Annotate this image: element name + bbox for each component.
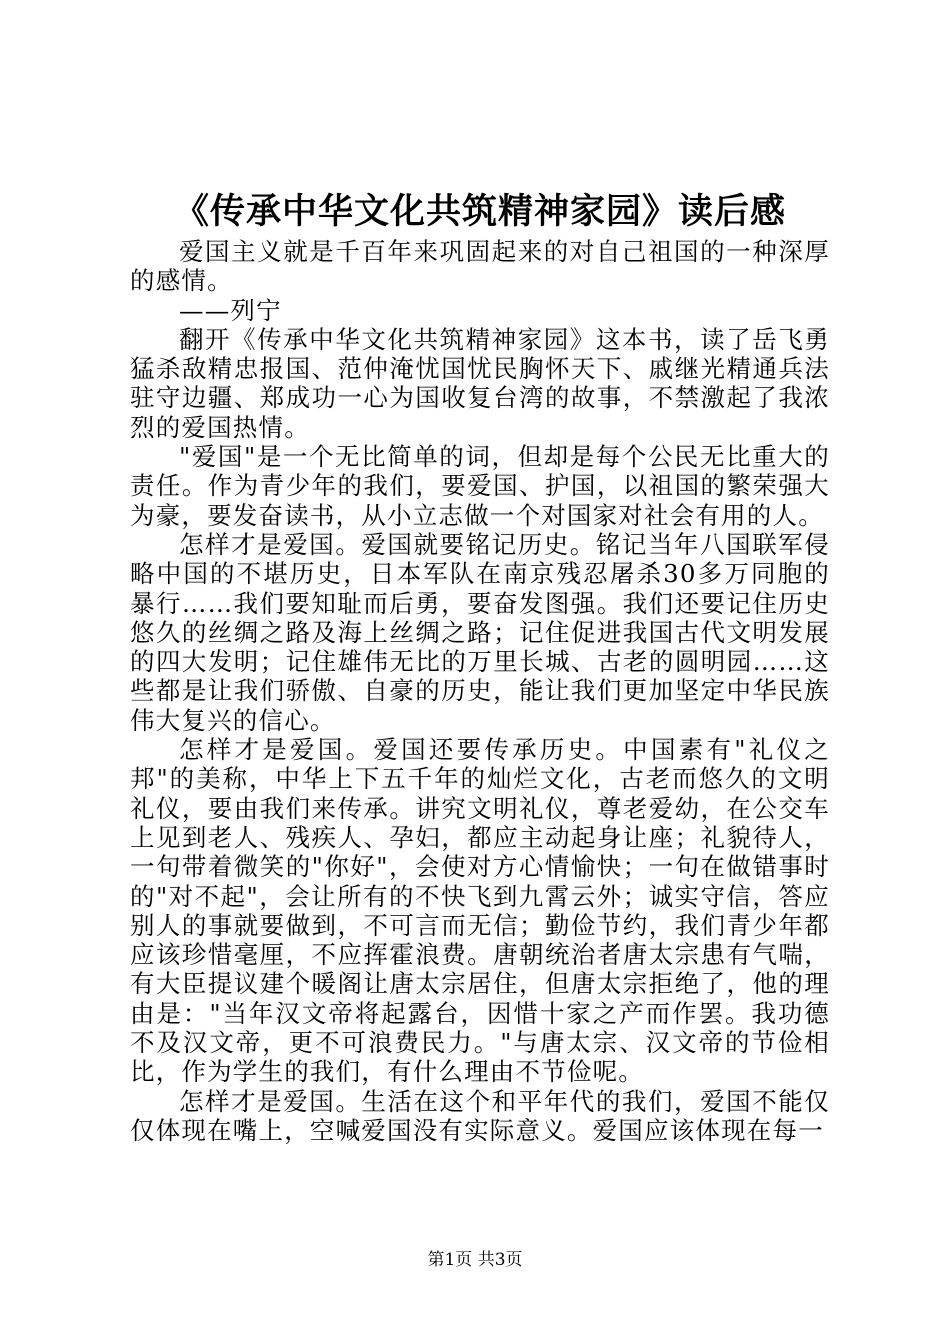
paragraph: 怎样才是爱国。爱国就要铭记历史。铭记当年八国联军侵略中国的不堪历史，日本军队在南京残忍屠杀30多万同胞的暴行……我们要知耻而后勇，要奋发图强。我们还要记住历史悠久的丝绸之路及海上丝绸之路；记住促进我国古代文明发展的四大发明；记住雄伟无比的万里长城、古老的圆明园……这些都是让我们骄傲、自豪的历史，能让我们更加坚定中华民族伟大复兴的信心。: [130, 529, 830, 735]
paragraph: 怎样才是爱国。生活在这个和平年代的我们，爱国不能仅仅体现在嘴上，空喊爱国没有实际意义。爱国应该体现在每一: [130, 1086, 830, 1145]
paragraph: 翻开《传承中华文化共筑精神家园》这本书，读了岳飞勇猛杀敌精忠报国、范仲淹忧国忧民胸怀天下、戚继光精通兵法驻守边疆、郑成功一心为国收复台湾的故事，不禁激起了我浓烈的爱国热情。: [130, 324, 830, 442]
page-number-footer: 第1页 共3页: [427, 1250, 523, 1270]
paragraph: 怎样才是爱国。爱国还要传承历史。中国素有"礼仪之邦"的美称，中华上下五千年的灿烂文化，古老而悠久的文明礼仪，要由我们来传承。讲究文明礼仪，尊老爱幼，在公交车上见到老人、残疾人、孕妇，都应主动起身让座；礼貌待人，一句带着微笑的"你好"，会使对方心情愉快；一句在做错事时的"对不起"，会让所有的不快飞到九霄云外；诚实守信，答应别人的事就要做到，不可言而无信；勤俭节约，我们青少年都应该珍惜毫厘，不应挥霍浪费。唐朝统治者唐太宗患有气喘，有大臣提议建个暖阁让唐太宗居住，但唐太宗拒绝了，他的理由是："当年汉文帝将起露台，因惜十家之产而作罢。我功德不及汉文帝，更不可浪费民力。"与唐太宗、汉文帝的节俭相比，作为学生的我们，有什么理由不节俭呢。: [130, 735, 830, 1087]
paragraph-quote-author: ——列宁: [179, 295, 282, 325]
paragraph: "爱国"是一个无比简单的词，但却是每个公民无比重大的责任。作为青少年的我们，要爱国、护国，以祖国的繁荣强大为豪，要发奋读书，从小立志做一个对国家对社会有用的人。: [130, 442, 830, 530]
document-body: [130, 237, 830, 1145]
paragraph-quote: 爱国主义就是千百年来巩固起来的对自己祖国的一种深厚的感情。: [130, 237, 830, 296]
document-title: 《传承中华文化共筑精神家园》读后感: [173, 191, 786, 232]
